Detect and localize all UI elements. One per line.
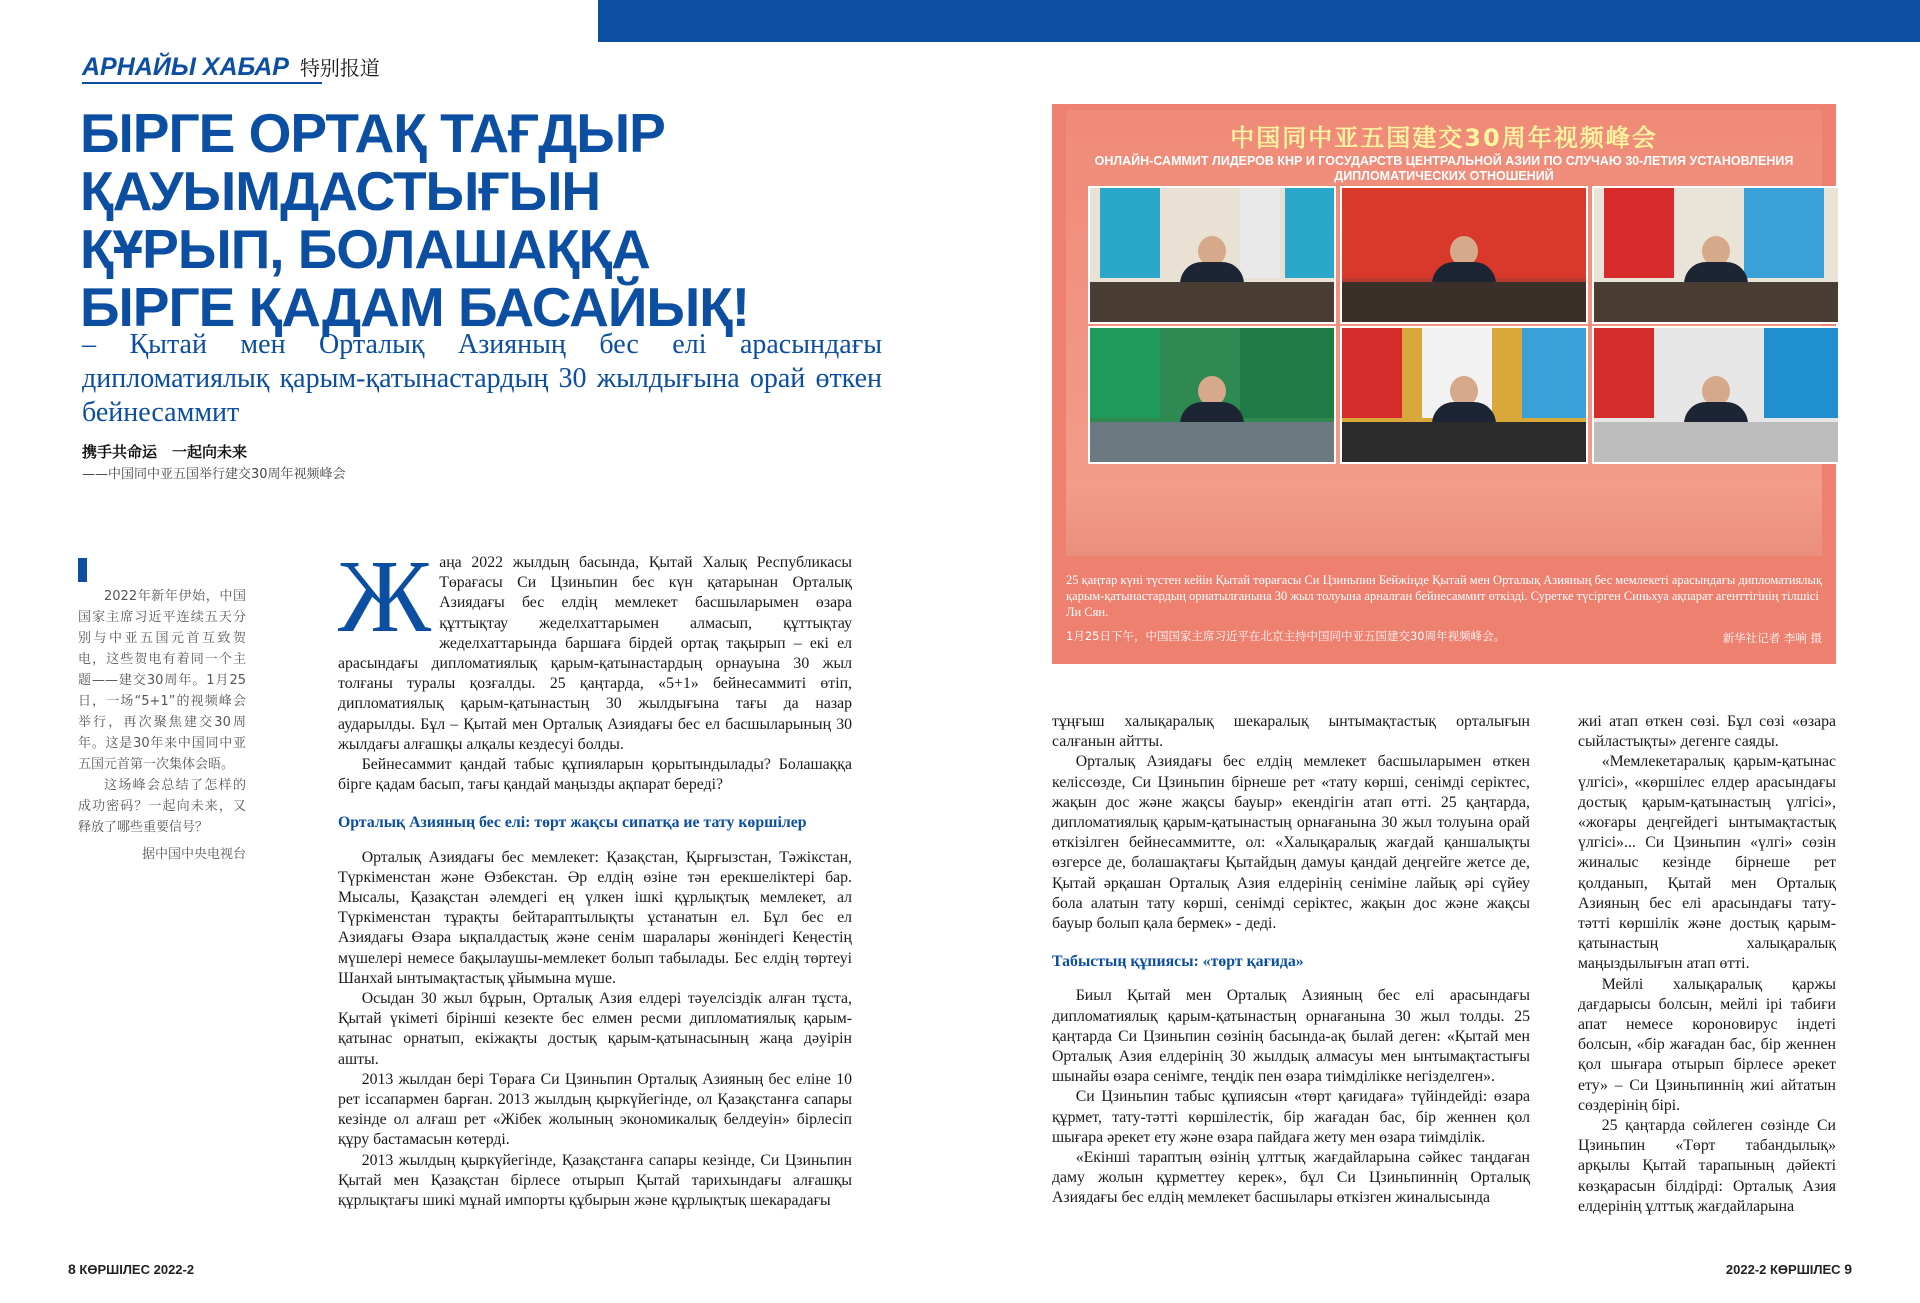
footer-right-text: 2022-2 КӨРШІЛЕС [1725,1262,1841,1277]
article-headline: БІРГЕ ОРТАҚ ТАҒДЫР ҚАУЫМДАСТЫҒЫН ҚҰРЫП, БОЛАШАҚҚА БІРГЕ ҚАДАМ БАСАЙЫҚ! [80,102,750,338]
lead-paragraph [338,539,852,755]
footer-left [68,1261,194,1277]
body-paragraph: Мейлі халықаралық қаржы дағдарысы болсын, мейлі ірі табиғи апат немесе короновирус індеті болсын, «бір жағадан бас, бір женнен қол шығара отырып бірлесе әрекет ету» – Си Цзиньпиннің жиі айтатын сөздерінің бірі. [1578,975,1836,1114]
video-tile-uzbekistan [1592,326,1840,464]
body-paragraph: «Мемлекетаралық қарым-қатынас үлгісі», «көршілес елдер арасындағы достық қарым-қатынастың үлгісі», «жоғары деңгейдегі ынтымақтастық үлгісі»... Си Цзиньпин «үлгі» сөзін жиналыс кезінде бірнеше рет қолданып, Қытай мен Орталық Азияның бес елі арасындағы тату-тәтті көршілік және достық қарым-қатынастың халықаралық маңыздылығын атап өтті. [1578,753,1836,973]
section-label [82,52,380,82]
page-number-left: 8 [68,1261,76,1277]
chinese-sidebar [78,558,246,865]
body-paragraph: Орталық Азиядағы бес мемлекет: Қазақстан, Қырғызстан, Тәжікстан, Түркіменстан және Өзбекстан. Әр елдің өзіне тән ерекшеліктері бар. Мысалы, Қазақстан әлемдегі ең үлкен ішкі құрлықтық мемлекет, ал Түркіменстан тұрақты бейтараптылықты ұстанатын ел. Бұл бес ел Азиядағы Өзара ықпалдастық және сенім шаралары жөніндегі Кеңестің мүшелері немесе бақылаушы-мемлекет болып табылады. Бес елдің төртеуі Шанхай ынтымақтастық ұйымына мүше. [338,848,852,987]
photo-banner-cn: 中国同中亚五国建交30周年视频峰会 [1230,124,1658,152]
photo-caption-cn: 1月25日下午，中国国家主席习近平在北京主持中国同中亚五国建交30周年视频峰会。 [1066,629,1506,643]
photo-banner-ru: ОНЛАЙН-САММИТ ЛИДЕРОВ КНР И ГОСУДАРСТВ ЦЕНТРАЛЬНОЙ АЗИИ ПО СЛУЧАЮ 30-ЛЕТИЯ УСТАНОВЛЕНИЯ ДИПЛОМАТИЧЕСКИХ ОТНОШЕНИЙ [1094,154,1794,183]
body-paragraph: тұңғыш халықаралық шекаралық ынтымақтастық орталығын салғанын айтты. [1052,713,1530,751]
photo-skyline [1066,486,1822,556]
section-label-cn: 特别报道 [299,58,380,80]
body-paragraph: Си Цзиньпин табыс құпиясын «төрт қағидаға» түйіндейді: өзара құрмет, тату-тәтті көршілестік, бір жағадан бас, бір женнен қол шығара әрекет ету және өзара пайдаға жету мен өзара тиімділік. [1052,1088,1530,1146]
body-column-3 [1578,712,1836,1217]
video-tile-tajikistan [1340,326,1588,464]
drop-cap: Ж [338,539,432,654]
body-paragraph: Бейнесаммит қандай табыс құпияларын қорытындылады? Болашаққа бірге қадам басып, тағы қандай маңызды ақпарат береді? [338,756,852,794]
body-paragraph: «Екінші тараптың өзінің ұлттық жағдайларына сәйкес таңдаған даму жолын құрметтеу керек», бұл Си Цзиньпиннің Орталық Азиядағы бес елдің мемлекет басшылары өткізген жиналысында [1052,1149,1530,1207]
photo-credit: 新华社记者 李响 摄 [1722,631,1822,645]
chinese-title: 携手共命运 一起向未来 [82,443,248,461]
video-tile-china [1340,186,1588,324]
article-subhead: – Қытай мен Орталық Азияның бес елі арасындағы дипломатиялық қарым-қатынастардың 30 жылдығына орай өткен бейнесаммит [82,329,882,428]
section-heading: Орталық Азияның бес елі: төрт жақсы сипатқа ие тату көршілер [338,814,807,832]
body-column-2 [1052,712,1530,1209]
footer-left-text: КӨРШІЛЕС 2022-2 [79,1262,195,1277]
photo-caption: 25 қаңтар күні түстен кейін Қытай төрағасы Си Цзиньпин Бейжіңде Қытай мен Орталық Азияның бес мемлекеті арасындағы дипломатиялық қарым-қатынастардың орнатылғанына 30 жыл толуына арналған бейнесаммит өткізді. Суретке түсірген Синьхуа ақпарат агенттігінің тілшісі Ли Сян. [1066,573,1823,619]
section-label-kz: АРНАЙЫ ХАБАР [82,53,289,81]
video-tile-kyrgyzstan [1592,186,1840,324]
section-rule [82,82,322,84]
body-paragraph: жиі атап өткен сөзі. Бұл сөзі «өзара сыйластықты» дегенге саяды. [1578,713,1836,751]
body-column-1 [338,539,852,1211]
page-number-right: 9 [1844,1261,1852,1277]
chinese-subtitle: ——中国同中亚五国举行建交30周年视频峰会 [82,467,346,482]
section-heading: Табыстың құпиясы: «төрт қағида» [1052,953,1304,971]
body-paragraph: 25 қаңтарда сөйлеген сөзінде Си Цзиньпин «Төрт табандылық» арқылы Қытай тарапының дәйекті көзқарасын білдірді: Орталық Азия елдерінің ұлттық жағдайларына [1578,1117,1836,1215]
video-tile-turkmenistan [1088,326,1336,464]
footer-right [1726,1261,1852,1277]
body-paragraph: Орталық Азиядағы бес елдің мемлекет басшыларымен өткен келіссөзде, Си Цзиньпин бірнеше рет «тату көрші, сенімді серіктес, жақын дос және жақсы бауыр» екендігін атап өтті. 25 қаңтарда, дипломатиялық қарым-қатынастың орнағанына 30 жыл толуына орай өткізілген бейнесаммитте, ол: «Халықаралық жағдай қаншалықты өзгерсе де, болашақтағы Қытайдың дамуы қандай деңгейге жетсе де, Қытай әрқашан Орталық Азия елдерінің сеніміне лайық әрі сүйеу бола алатын тату көрші, сенімді серіктес, жақын дос және жақсы бауыр болып қала бермек» - деді. [1052,753,1530,933]
body-paragraph: Осыдан 30 жыл бұрын, Орталық Азия елдері тәуелсіздік алған тұста, Қытай үкіметі бірінші кезекте бес елмен ресми дипломатиялық қарым-қатынас орнатып, екіжақты достық қарым-қатынасының жаңа дәуірін ашты. [338,990,852,1068]
sidebar-marker [78,558,87,582]
top-color-bar [598,0,1920,42]
video-tile-kazakhstan [1088,186,1336,324]
lead-text: аңа 2022 жылдың басында, Қытай Халық Республикасы Төрағасы Си Цзиньпин бес күн қатарынан Орталық Азиядағы бес елдің мемлекет басшыларымен өзара құттықтау жеделхаттарымен алмасып, құттықтау жеделхаттарында баршаға бірдей ортақ тақырып – екі ел арасындағы дипломатиялық қарым-қатынастардың орнауына 30 жыл толғаны туралы қозғалды. 25 қаңтарда, «5+1» бейнесаммиті өтіп, дипломатиялық қарым-қатынастың 30 жылдығына тағы да назар аударылды. Бұл – Қытай мен Орталық Азиядағы бес ел басшыларының 30 жылдағы алғашқы алқалы кездесуі болды. [338,554,852,753]
summit-photo [1052,104,1836,664]
sidebar-source: 据中国中央电视台 [141,847,246,862]
sidebar-paragraph: 2022年新年伊始，中国国家主席习近平连续五天分别与中亚五国元首互致贺电，这些贺电有着同一个主题——建交30周年。1月25日，一场“5+1”的视频峰会举行，再次聚焦建交30周年。这是30年来中国同中亚五国元首第一次集体会晤。 [78,589,246,772]
sidebar-paragraph: 这场峰会总结了怎样的成功密码？一起向未来，又释放了哪些重要信号？ [78,778,246,835]
photo-image [1066,110,1822,556]
body-paragraph: 2013 жылдан бері Төраға Си Цзиньпин Орталық Азияның бес еліне 10 рет іссапармен барған. 2013 жылдың қыркүйегінде, ол Қазақстанға сапары кезінде ол алғаш рет «Жібек жолының экономикалық белдеуін» бірлесіп құру бастамасын көтерді. [338,1070,852,1149]
body-paragraph: Биыл Қытай мен Орталық Азияның бес елі арасындағы дипломатиялық қарым-қатынастың орнағанына 30 жыл толды. 25 қаңтарда Си Цзиньпин сөзінің басында-ақ былай деген: «Қытай мен Орталық Азия елдерінің 30 жылдық алмасуы мен ынтымақтастығы шынайы өзара сенімге, теңдік пен өзара тиімділікке негізделген». [1052,987,1530,1086]
body-paragraph: 2013 жылдың қыркүйегінде, Қазақстанға сапары кезінде, Си Цзиньпин Қытай мен Қазақстан бірлесе отырып Қытай тарихындағы алғашқы құрлықтағы шикі мұнай импорты құбырын және құрлықтық шекарадағы [338,1151,852,1210]
